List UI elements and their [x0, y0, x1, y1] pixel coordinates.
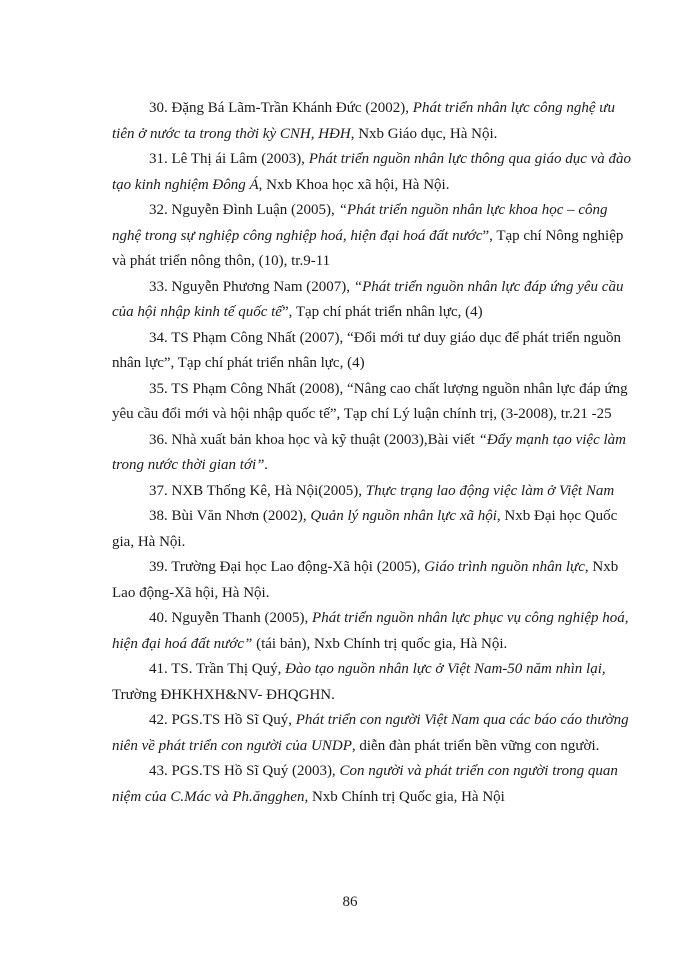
- reference-item: 36. Nhà xuất bản khoa học và kỹ thuật (2003),Bài viết “Đẩy mạnh tạo việc làm trong nước thời gian tới”.: [112, 431, 626, 473]
- reference-item: 37. NXB Thống Kê, Hà Nội(2005), Thực trạng lao động việc làm ở Việt Nam: [149, 482, 615, 499]
- reference-item: 43. PGS.TS Hồ Sĩ Quý (2003), Con người và phát triển con người trong quan niệm của C.Mác và Ph.ăngghen, Nxb Chính trị Quốc gia, Hà Nội: [112, 763, 618, 805]
- reference-item: 41. TS. Trần Thị Quý, Đào tạo nguồn nhân lực ở Việt Nam-50 năm nhìn lại, Trường ĐHKHXH&NV- ĐHQGHN.: [112, 661, 606, 703]
- reference-item: 39. Trường Đại học Lao động-Xã hội (2005), Giáo trình nguồn nhân lực, Nxb Lao động-Xã hội, Hà Nội.: [112, 559, 619, 601]
- reference-item: 32. Nguyễn Đình Luận (2005), “Phát triển nguồn nhân lực khoa học – công nghệ trong sự nghiệp công nghiệp hoá, hiện đại hoá đất nước”, Tạp chí Nông nghiệp và phát triển nông thôn, (10), tr.9-11: [112, 202, 624, 269]
- reference-item: 35. TS Phạm Công Nhất (2008), “Nâng cao chất lượng nguồn nhân lực đáp ứng yêu cầu đổi mới và hội nhập quốc tế”, Tạp chí Lý luận chính trị, (3-2008), tr.21 -25: [112, 380, 628, 422]
- reference-item: 34. TS Phạm Công Nhất (2007), “Đổi mới tư duy giáo dục để phát triển nguồn nhân lực”, Tạp chí phát triển nhân lực, (4): [112, 329, 621, 371]
- reference-item: 40. Nguyễn Thanh (2005), Phát triển nguồn nhân lực phục vụ công nghiệp hoá, hiện đại hoá đất nước” (tái bản), Nxb Chính trị quốc gia, Hà Nội.: [112, 610, 629, 652]
- reference-list: [112, 96, 632, 810]
- reference-item: 31. Lê Thị ái Lâm (2003), Phát triển nguồn nhân lực thông qua giáo dục và đào tạo kinh nghiệm Đông Á, Nxb Khoa học xã hội, Hà Nội.: [112, 151, 632, 193]
- reference-item: 30. Đặng Bá Lãm-Trần Khánh Đức (2002), Phát triển nhân lực công nghệ ưu tiên ở nước ta trong thời kỳ CNH, HĐH, Nxb Giáo dục, Hà Nội.: [112, 100, 615, 142]
- reference-item: 42. PGS.TS Hồ Sĩ Quý, Phát triển con người Việt Nam qua các báo cáo thường niên về phát triển con người của UNDP, diễn đàn phát triển bền vững con người.: [112, 712, 629, 754]
- reference-item: 33. Nguyễn Phương Nam (2007), “Phát triển nguồn nhân lực đáp ứng yêu cầu của hội nhập kinh tế quốc tế”, Tạp chí phát triển nhân lực, (4): [112, 278, 624, 320]
- reference-item: 38. Bùi Văn Nhơn (2002), Quản lý nguồn nhân lực xã hội, Nxb Đại học Quốc gia, Hà Nội.: [112, 508, 618, 550]
- page-number: 86: [342, 894, 358, 910]
